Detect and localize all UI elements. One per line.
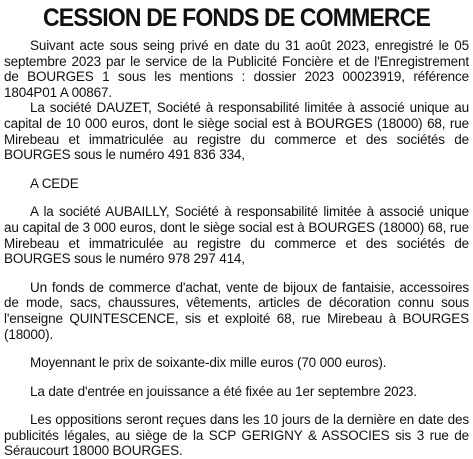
paragraph-buyer: A la société AUBAILLY, Société à responsabilité limitée à associé unique au capital de 3 000 euros, dont le siège social est à BOURGES (18000) 68, rue Mirebeau et immatriculée au registre du commerce et des sociétés de BOURGES sous le numéro 978 297 414, (4, 204, 469, 267)
paragraph-deed-reference: Suivant acte sous seing privé en date du 31 août 2023, enregistré le 05 septembre 2023 par le service de la Publicité Foncière et de l'Enregistrement de BOURGES 1 sous les mentions : dossier 2023 00023919, référence 1804P01 A 00867. (4, 38, 469, 100)
paragraph-a-cede: A CEDE (30, 175, 79, 191)
paragraph-oppositions: Les oppositions seront reçues dans les 10 jours de la dernière en date des publicités légales, au siège de la SCP GERIGNY & ASSOCIES sis 3 rue de Séraucourt 18000 BOURGES. (4, 412, 469, 459)
paragraph-price: Moyennant le prix de soixante-dix mille euros (70 000 euros). (30, 355, 387, 371)
paragraph-business-description: Un fonds de commerce d'achat, vente de bijoux de fantaisie, accessoires de mode, sacs, chaussures, vêtements, articles de décoration connu sous l'enseigne QUINTESCENCE, sis et exploité 68, rue Mirebeau à BOURGES (18000). (4, 279, 469, 342)
paragraph-entry-date: La date d'entrée en jouissance a été fixée au 1er septembre 2023. (30, 383, 417, 399)
paragraph-seller: La société DAUZET, Société à responsabilité limitée à associé unique au capital de 10 000 euros, dont le siège social est à BOURGES (18000) 68, rue Mirebeau et immatriculée au registre du commerce et des sociétés de BOURGES sous le numéro 491 836 334, (4, 100, 469, 163)
notice-title: CESSION DE FONDS DE COMMERCE (42, 4, 431, 32)
